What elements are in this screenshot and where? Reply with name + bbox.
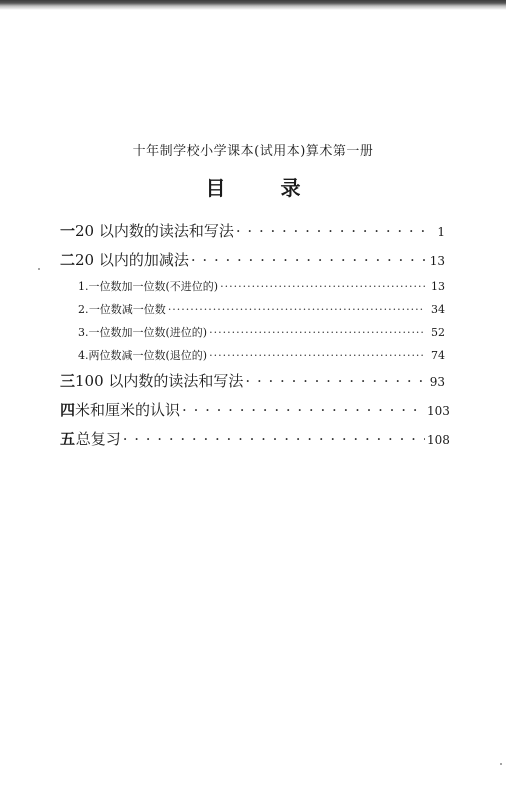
dot-leader — [220, 280, 425, 293]
toc-subentry-number: 4. — [78, 349, 89, 362]
toc-subentry-title: 两位数减一位数(退位的) — [88, 349, 208, 362]
book-series-title: 十年制学校小学课本(试用本)算术第一册 — [132, 144, 374, 159]
toc-subentry-page: 13 — [431, 280, 445, 293]
toc-subentry-title: 一位数减一位数 — [88, 303, 166, 316]
toc-subentry[interactable] — [60, 278, 445, 301]
toc-entry[interactable] — [60, 220, 445, 249]
toc-entry[interactable] — [60, 399, 450, 428]
toc-entry[interactable] — [60, 428, 450, 457]
toc-entry-title: 米和厘米的认识 — [75, 401, 181, 419]
toc-entry-number: 五 — [60, 430, 76, 448]
toc-subentry-title: 一位数加一位数(不进位的) — [88, 280, 219, 293]
toc-heading: 目 录 — [205, 176, 325, 200]
toc-subentry-page: 74 — [431, 349, 445, 362]
toc-entry[interactable] — [60, 249, 445, 278]
toc-entry-number: 一 — [60, 222, 76, 240]
dot-leader — [182, 401, 425, 419]
dot-leader — [209, 326, 425, 339]
dot-leader — [236, 222, 425, 240]
toc-subentry-number: 2. — [78, 303, 89, 316]
toc-entry[interactable] — [60, 370, 445, 399]
toc-entry-title: 20 以内的加减法 — [75, 251, 189, 269]
toc-subentry-page: 52 — [431, 326, 445, 339]
toc-entry-number: 三 — [60, 372, 76, 390]
toc-subentry-number: 1. — [78, 280, 89, 293]
scan-top-edge — [0, 0, 506, 10]
toc-subentry-title: 一位数加一位数(进位的) — [88, 326, 208, 339]
toc-entry-number: 二 — [60, 251, 76, 269]
toc-entry-number: 四 — [60, 401, 76, 419]
scan-speck — [38, 268, 40, 270]
table-of-contents — [60, 220, 450, 457]
dot-leader — [123, 430, 425, 448]
toc-subentry-number: 3. — [78, 326, 89, 339]
dot-leader — [168, 303, 425, 316]
toc-entry-title: 100 以内数的读法和写法 — [75, 372, 244, 390]
toc-entry-page: 103 — [427, 404, 450, 418]
dot-leader — [191, 251, 425, 269]
toc-entry-title: 20 以内数的读法和写法 — [75, 222, 234, 240]
toc-entry-title: 总复习 — [75, 430, 121, 448]
dot-leader — [245, 372, 425, 390]
toc-entry-page: 108 — [427, 433, 450, 447]
toc-subentry[interactable] — [60, 347, 445, 370]
toc-subentry-page: 34 — [431, 303, 445, 316]
toc-entry-page: 13 — [429, 254, 445, 268]
toc-entry-page: 93 — [429, 375, 445, 389]
toc-subentry[interactable] — [60, 324, 445, 347]
toc-entry-page: 1 — [437, 225, 445, 239]
dot-leader — [209, 349, 425, 362]
toc-subentry[interactable] — [60, 301, 445, 324]
scan-speck — [500, 763, 502, 765]
